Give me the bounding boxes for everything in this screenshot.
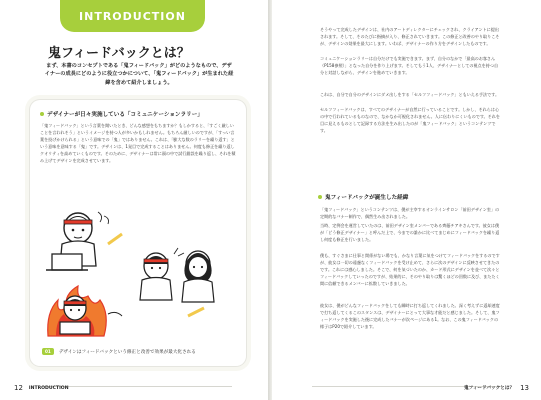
right-footer: [464, 384, 529, 392]
body-paragraph: 「鬼フィードバック」というコンテンツは、僕が主宰するオンラインサロン「前田デザイン室」の定期的なバナー制作で、偶然生み出されました。: [320, 207, 500, 220]
bullet-dot-icon: [40, 112, 44, 116]
section-tab: INTRODUCTION: [60, 0, 205, 32]
body-paragraph: コミュニケーションラリーは自分だけでも実施できます。まず、自分のなかで「最高のお客さん（P158参照）」となった自分を作り上げます。そしてもう1人、デザイナーとしての視点を持つ自分と対話しながら、デザインを進めていきます。: [320, 56, 499, 76]
footer-divider: [42, 386, 232, 387]
figure-caption: [42, 348, 196, 355]
body-paragraph: そうやって完成したデザインは、社内のアートディレクターにチェックされ、クライアントに提出されます。そして、そのたびに指摘が入り、修正されていきます。この修正と改善のやり取りこそが、デザインの効果を最大にします。いわば、デザイナーの作り方をデザインしたものです。: [320, 27, 500, 47]
designer-working-figure: [46, 212, 109, 270]
right-page: [272, 0, 541, 400]
body-paragraph: 彼女は、僕がどんなフィードバックをしても瞬時に打ち返してくれました。深く考えずに返却速度で打ち返してくるこのスタンスは、デザイナーにとって大事な才能だと感じました。そして、鬼フィードバックを実施した後に完成したバナーが次ページにある1。なお、この鬼フィードバックの様子はP20で紹介しています。: [320, 303, 500, 330]
cartoon-illustration: [38, 204, 238, 340]
subheading-text: 鬼フィードバックが誕生した経緯: [325, 195, 409, 201]
content-box: [30, 100, 246, 366]
two-figures-talking: [140, 248, 214, 302]
box-heading: [40, 110, 203, 118]
body-paragraph: 僕も、すぐさまに仕事と関係がない場でも、かなり言葉に気をつけてフィードバックをするのですが、彼女は一切の遠慮なくフィードバックを受け止めて、さらに次のデザインに反映させてきたのです。これには感心しました。そこで、何を気づいたのか、カード形式にデザインを並べて次々とフィードバックしていったのですが、結果的に、そのやり取りは驚くほどの回数に及び、またたく間に信頼できるメンバーに拡散していきました。: [320, 253, 500, 287]
footer-title: 鬼フィードバックとは？: [464, 386, 515, 391]
figure-label-badge: 01: [42, 348, 54, 355]
bullet-dot-icon: [318, 195, 322, 199]
left-page: [0, 0, 268, 400]
figure-caption-text: デザインはフィードバックという修正と改善で効果が最大化される: [58, 349, 196, 355]
lead-paragraph: まず、本書のコンセプトである「鬼フィードバック」がどのようなもので、デザイナーの成長にどのように役立つかについて、「鬼フィードバック」が生まれた経緯を含めて紹介しましょう。: [44, 63, 234, 86]
box-heading-text: デザイナーが日々実施している「コミュニケーションラリー」: [47, 112, 203, 118]
left-footer: [14, 384, 69, 392]
box-body-text: 「鬼フィードバック」という言葉を聞いたとき、どんな感想をもちますか？もしかすると、「すごく厳しいことを言われそう」というイメージを持つ人が多いかもしれません。もちろん厳しいのですが、「すっい言葉を投げかけられる」という意味での「鬼」ではありません。これは、「膨大な数のラリーを繰り返す」という意味を意味する「鬼」です。デザインは、1発目で完成することはありません。何度も修正を繰り返しクオリティを高めていくものです。そのために、デザイナーは常に頭の中で試行錯誤を繰り返し、それを積み上げてデザインを完成させています。: [40, 123, 236, 164]
footer-title: INTRODUCTION: [28, 385, 69, 391]
page-number: 12: [14, 384, 23, 392]
figure-in-flames: [48, 286, 122, 336]
section-subheading: [318, 193, 408, 201]
body-paragraph: セルフフィードバックは、すべてのデザイナーが自然に行っていることです。しかし、それらは心の中で行われているものなので、なかなか可視化されません。人に伝わりにくいものです。それを目に見えるものとして記録する方法を生み出したのが「鬼フィードバック」というコンテンツです。: [320, 107, 500, 134]
body-paragraph: これは、自分で自分のデザインにダメ出しをする「セルフフィードバック」ともいえる手法です。: [320, 92, 500, 97]
body-paragraph: 当時、定例会を運営していたのは、前田デザイン室メンバーである齊藤チアキさんです。彼女は僕が「どう修正デザイナー」と呼んだ上で、今までの誰かに比べてまじめにフィードバックを繰り返し何度も修正を行いました。: [320, 223, 500, 243]
page-number: 13: [520, 384, 529, 392]
page-headline: 鬼フィードバックとは？: [48, 46, 190, 61]
